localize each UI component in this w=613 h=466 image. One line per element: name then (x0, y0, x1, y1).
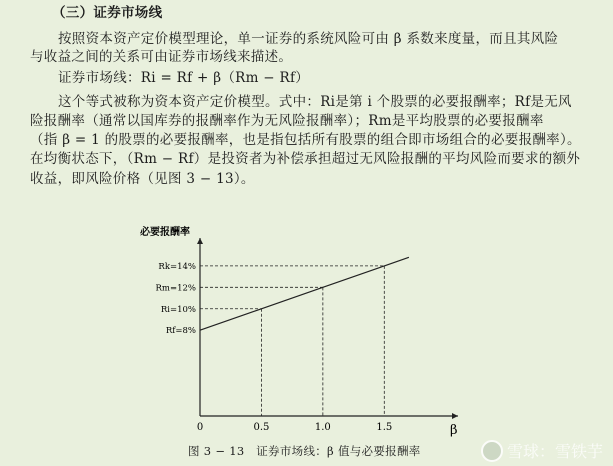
x-tick-label: 1.0 (314, 422, 331, 433)
paragraph-line-5: （指 β = 1 的股票的必要报酬率，也是指包括所有股票的组合即市场组合的必要报酬率）。 (30, 132, 581, 148)
y-tick-label: Rk=14% (158, 261, 196, 272)
y-axis-label: 必要报酬率 (140, 227, 190, 238)
watermark (481, 439, 603, 462)
paragraph-line-3: 这个等式被称为资本资产定价模型。式中：Ri是第 i 个股票的必要报酬率；Rf是无风 (58, 94, 572, 110)
snowball-logo-icon (481, 440, 503, 462)
y-tick-label: Rm=12% (155, 283, 196, 294)
x-tick-label: 1.5 (376, 422, 393, 433)
y-tick-label: Rf=8% (165, 326, 196, 337)
figure-caption: 图 3 − 13 证券市场线：β 值与必要报酬率 (188, 444, 421, 458)
watermark-text: 雪球：雪铁芋 (506, 442, 603, 461)
paragraph-line-4: 险报酬率（通常以国库券的报酬率作为无风险报酬率）；Rm是平均股票的必要报酬率 (30, 113, 544, 129)
y-tick-label: Ri=10% (160, 304, 196, 315)
paragraph-line-7: 收益，即风险价格（见图 3 − 13）。 (30, 171, 255, 187)
x-axis-label: β (450, 423, 458, 438)
y-axis-arrow-icon (197, 238, 203, 244)
section-heading: （三）证券市场线 (52, 5, 163, 21)
sml-line (200, 257, 409, 330)
x-tick-label: 0.5 (253, 422, 270, 433)
paragraph-line-2: 与收益之间的关系可由证券市场线来描述。 (30, 49, 293, 65)
formula-line: 证券市场线：Ri = Rf + β（Rm − Rf） (58, 70, 310, 86)
paragraph-line-6: 在均衡状态下，（Rm − Rf）是投资者为补偿承担超过无风险报酬的平均风险而要求的额外 (30, 151, 581, 167)
paragraph-line-1: 按照资本资产定价模型理论，单一证券的系统风险可由 β 系数来度量，而且其风险 (58, 31, 559, 47)
x-tick-label: 0 (196, 422, 204, 433)
x-axis-arrow-icon (452, 413, 458, 419)
